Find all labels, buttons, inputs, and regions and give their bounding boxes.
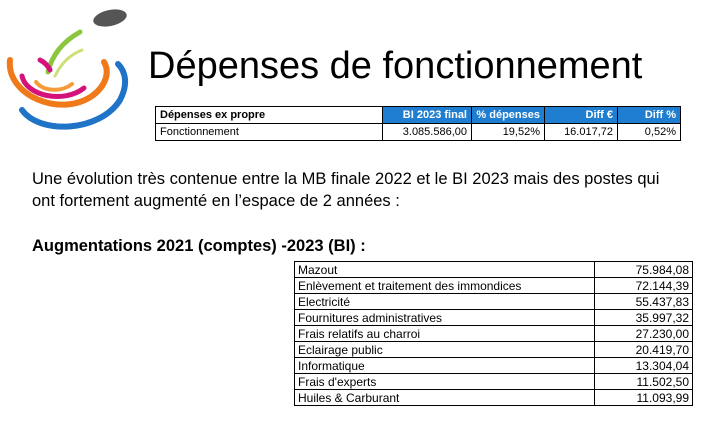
summary-cell-bi2023: 3.085.586,00	[383, 124, 472, 141]
table-row	[295, 326, 693, 342]
table-row	[295, 358, 693, 374]
logo-leaf-2	[55, 50, 82, 76]
summary-cell-category: Fonctionnement	[156, 124, 383, 141]
row-value: 11.093,99	[595, 390, 693, 406]
section-title: Augmentations 2021 (comptes) -2023 (BI) :	[32, 237, 366, 255]
logo-small-arc	[36, 82, 72, 90]
description-paragraph	[32, 168, 659, 212]
summary-header-diff-eur: Diff €	[545, 107, 618, 124]
summary-header-bi2023: BI 2023 final	[383, 107, 472, 124]
summary-header-pct: % dépenses	[472, 107, 545, 124]
table-row	[295, 374, 693, 390]
logo-stone	[92, 7, 129, 30]
row-label: Fournitures administratives	[295, 310, 595, 326]
summary-header-category: Dépenses ex propre	[156, 107, 383, 124]
table-row	[295, 262, 693, 278]
summary-table	[155, 106, 681, 141]
table-row	[295, 310, 693, 326]
table-row	[295, 342, 693, 358]
row-value: 55.437,83	[595, 294, 693, 310]
table-row	[295, 294, 693, 310]
logo-red-mark	[40, 60, 50, 70]
row-label: Frais d'experts	[295, 374, 595, 390]
summary-header-diff-pct: Diff %	[618, 107, 681, 124]
row-value: 20.419,70	[595, 342, 693, 358]
row-label: Frais relatifs au charroi	[295, 326, 595, 342]
summary-data-row	[156, 124, 681, 141]
row-label: Electricité	[295, 294, 595, 310]
increases-table	[294, 261, 693, 406]
row-label: Huiles & Carburant	[295, 390, 595, 406]
row-value: 11.502,50	[595, 374, 693, 390]
description-line-1: Une évolution très contenue entre la MB finale 2022 et le BI 2023 mais des postes qui	[32, 170, 660, 188]
description-line-2: ont fortement augmenté en l’espace de 2 années :	[32, 192, 400, 210]
row-value: 35.997,32	[595, 310, 693, 326]
page-title: Dépenses de fonctionnement	[148, 45, 643, 87]
table-row	[295, 390, 693, 406]
row-value: 27.230,00	[595, 326, 693, 342]
summary-cell-diff-pct: 0,52%	[618, 124, 681, 141]
row-label: Enlèvement et traitement des immondices	[295, 278, 595, 294]
logo-icon	[0, 0, 140, 140]
summary-cell-pct: 19,52%	[472, 124, 545, 141]
summary-cell-diff-eur: 16.017,72	[545, 124, 618, 141]
row-label: Informatique	[295, 358, 595, 374]
summary-header-row	[156, 107, 681, 124]
row-value: 75.984,08	[595, 262, 693, 278]
row-value: 72.144,39	[595, 278, 693, 294]
row-label: Eclairage public	[295, 342, 595, 358]
row-value: 13.304,04	[595, 358, 693, 374]
table-row	[295, 278, 693, 294]
row-label: Mazout	[295, 262, 595, 278]
